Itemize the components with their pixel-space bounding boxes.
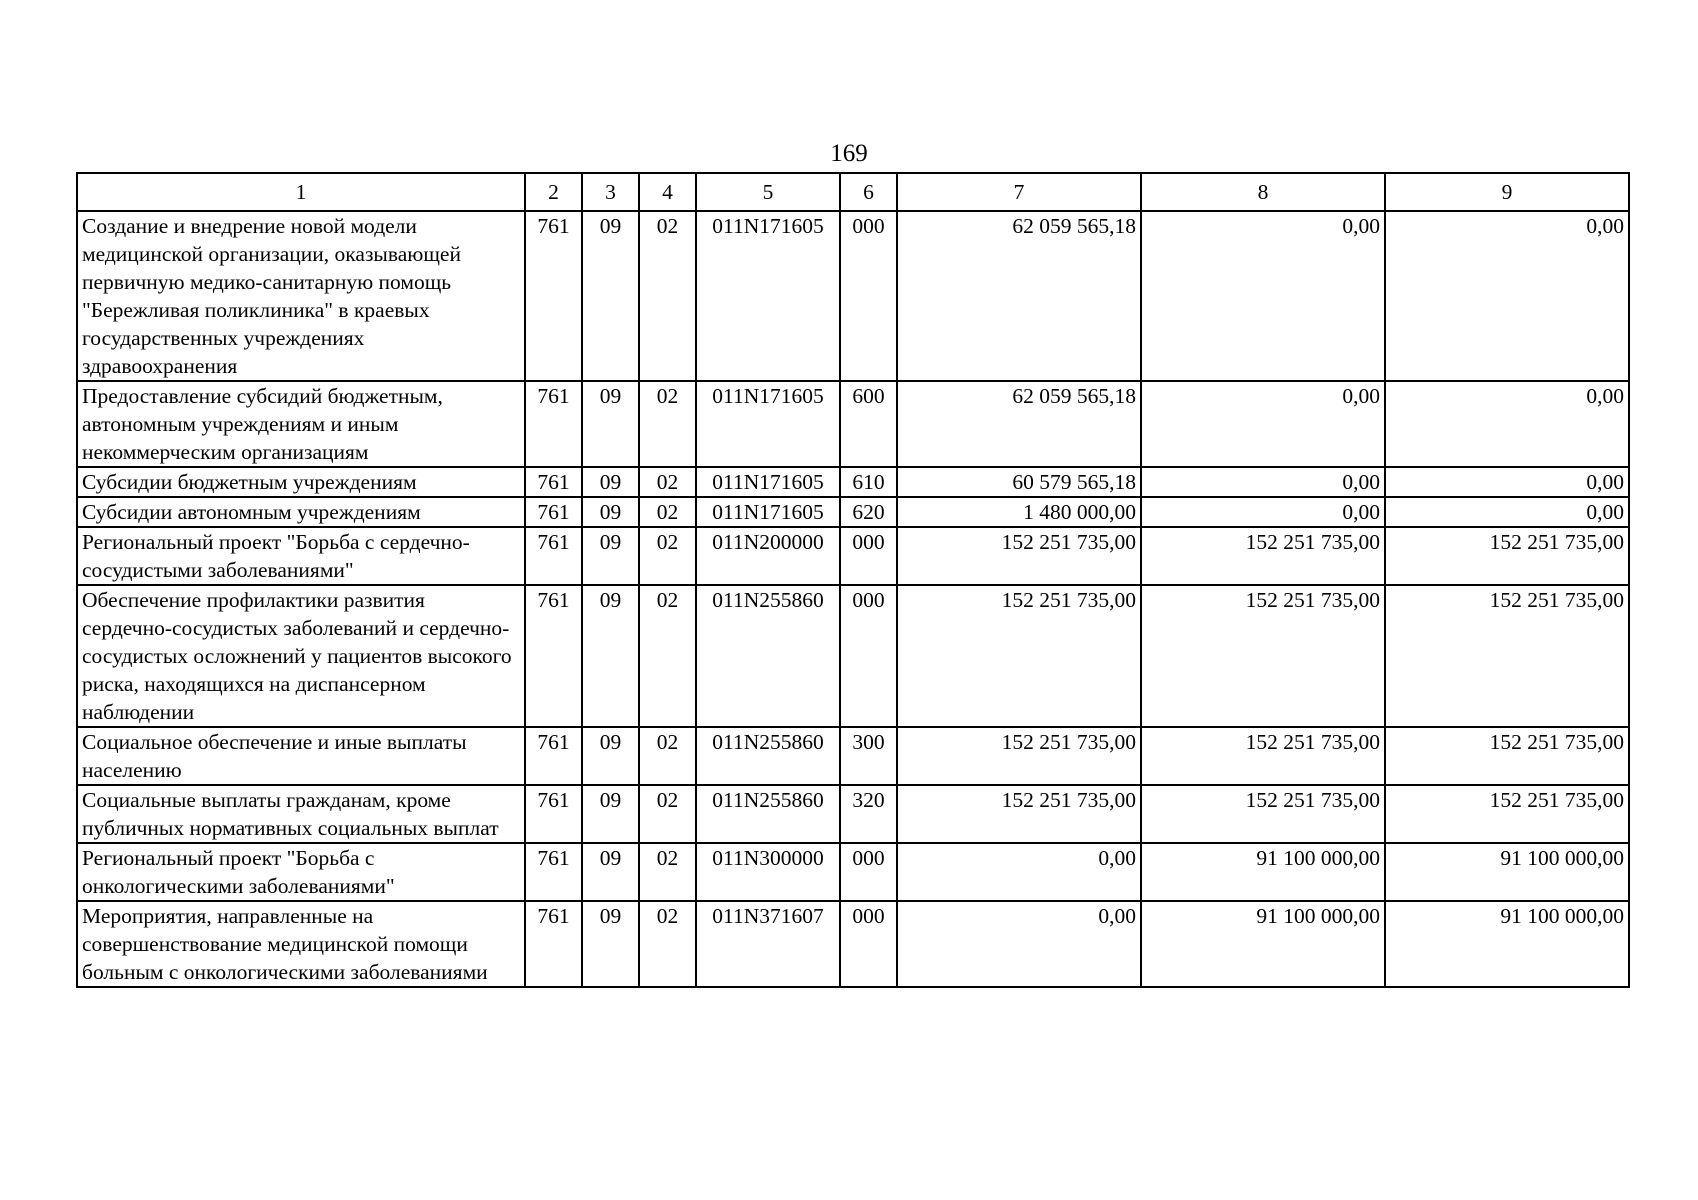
table-row — [77, 785, 1629, 843]
row-amount-9: 152 251 735,00 — [1385, 785, 1629, 843]
row-amount-7: 152 251 735,00 — [897, 585, 1141, 727]
header-col-7: 7 — [897, 173, 1141, 211]
row-code-4: 02 — [639, 497, 696, 527]
row-code-3: 09 — [582, 211, 639, 381]
row-code-4: 02 — [639, 211, 696, 381]
row-amount-7: 62 059 565,18 — [897, 381, 1141, 467]
row-code-2: 761 — [525, 785, 582, 843]
row-amount-7: 62 059 565,18 — [897, 211, 1141, 381]
row-code-2: 761 — [525, 211, 582, 381]
row-name: Субсидии автономным учреждениям — [77, 497, 525, 527]
row-amount-8: 152 251 735,00 — [1141, 727, 1385, 785]
row-amount-9: 152 251 735,00 — [1385, 527, 1629, 585]
row-name: Обеспечение профилактики развития сердечно-сосудистых заболеваний и сердечно-сосудистых осложнений у пациентов высокого риска, находящихся на диспансерном наблюдении — [77, 585, 525, 727]
row-code-6: 320 — [840, 785, 897, 843]
row-code-4: 02 — [639, 527, 696, 585]
header-col-2: 2 — [525, 173, 582, 211]
header-col-6: 6 — [840, 173, 897, 211]
row-name: Региональный проект "Борьба с онкологическими заболеваниями" — [77, 843, 525, 901]
row-code-6: 000 — [840, 901, 897, 987]
row-code-3: 09 — [582, 497, 639, 527]
row-name: Мероприятия, направленные на совершенствование медицинской помощи больным с онкологическими заболеваниями — [77, 901, 525, 987]
row-code-6: 000 — [840, 843, 897, 901]
row-amount-8: 0,00 — [1141, 211, 1385, 381]
budget-table — [76, 172, 1630, 988]
row-amount-8: 0,00 — [1141, 381, 1385, 467]
row-amount-9: 152 251 735,00 — [1385, 727, 1629, 785]
row-amount-7: 60 579 565,18 — [897, 467, 1141, 497]
row-code-2: 761 — [525, 585, 582, 727]
row-name: Социальное обеспечение и иные выплаты населению — [77, 727, 525, 785]
header-col-8: 8 — [1141, 173, 1385, 211]
row-code-4: 02 — [639, 381, 696, 467]
row-code-2: 761 — [525, 497, 582, 527]
table-row — [77, 585, 1629, 727]
header-col-5: 5 — [696, 173, 840, 211]
row-amount-9: 0,00 — [1385, 211, 1629, 381]
header-col-4: 4 — [639, 173, 696, 211]
row-amount-8: 0,00 — [1141, 497, 1385, 527]
row-name: Субсидии бюджетным учреждениям — [77, 467, 525, 497]
row-amount-9: 91 100 000,00 — [1385, 901, 1629, 987]
row-code-6: 000 — [840, 527, 897, 585]
row-code-6: 000 — [840, 211, 897, 381]
row-amount-8: 91 100 000,00 — [1141, 901, 1385, 987]
row-code-3: 09 — [582, 381, 639, 467]
table-row — [77, 467, 1629, 497]
row-code-5: 011N255860 — [696, 727, 840, 785]
row-code-2: 761 — [525, 527, 582, 585]
row-amount-8: 0,00 — [1141, 467, 1385, 497]
row-code-2: 761 — [525, 727, 582, 785]
row-code-3: 09 — [582, 901, 639, 987]
header-col-3: 3 — [582, 173, 639, 211]
row-code-5: 011N255860 — [696, 585, 840, 727]
row-code-6: 300 — [840, 727, 897, 785]
row-code-6: 000 — [840, 585, 897, 727]
row-amount-9: 0,00 — [1385, 497, 1629, 527]
header-row — [77, 173, 1629, 211]
row-code-4: 02 — [639, 843, 696, 901]
table-row — [77, 843, 1629, 901]
row-name: Социальные выплаты гражданам, кроме публичных нормативных социальных выплат — [77, 785, 525, 843]
row-code-6: 600 — [840, 381, 897, 467]
header-col-9: 9 — [1385, 173, 1629, 211]
row-code-3: 09 — [582, 585, 639, 727]
row-amount-7: 152 251 735,00 — [897, 785, 1141, 843]
page-number: 169 — [830, 140, 868, 167]
row-amount-9: 152 251 735,00 — [1385, 585, 1629, 727]
row-code-4: 02 — [639, 901, 696, 987]
row-code-2: 761 — [525, 467, 582, 497]
row-amount-8: 152 251 735,00 — [1141, 585, 1385, 727]
row-code-5: 011N171605 — [696, 211, 840, 381]
row-amount-9: 0,00 — [1385, 381, 1629, 467]
row-amount-7: 0,00 — [897, 843, 1141, 901]
row-amount-9: 0,00 — [1385, 467, 1629, 497]
row-code-3: 09 — [582, 785, 639, 843]
row-code-4: 02 — [639, 785, 696, 843]
row-name: Предоставление субсидий бюджетным, автономным учреждениям и иным некоммерческим организациям — [77, 381, 525, 467]
row-amount-8: 152 251 735,00 — [1141, 785, 1385, 843]
row-amount-7: 1 480 000,00 — [897, 497, 1141, 527]
table-row — [77, 497, 1629, 527]
row-code-2: 761 — [525, 843, 582, 901]
row-amount-9: 91 100 000,00 — [1385, 843, 1629, 901]
row-amount-7: 152 251 735,00 — [897, 527, 1141, 585]
row-name: Региональный проект "Борьба с сердечно-сосудистыми заболеваниями" — [77, 527, 525, 585]
row-code-5: 011N200000 — [696, 527, 840, 585]
table-row — [77, 211, 1629, 381]
row-code-5: 011N171605 — [696, 381, 840, 467]
row-code-2: 761 — [525, 381, 582, 467]
row-code-2: 761 — [525, 901, 582, 987]
row-code-5: 011N255860 — [696, 785, 840, 843]
header-col-1: 1 — [77, 173, 525, 211]
row-code-5: 011N371607 — [696, 901, 840, 987]
row-code-5: 011N171605 — [696, 467, 840, 497]
table-row — [77, 901, 1629, 987]
row-name: Создание и внедрение новой модели медицинской организации, оказывающей первичную медико-санитарную помощь "Бережливая поликлиника" в краевых государственных учреждениях здравоохранения — [77, 211, 525, 381]
row-code-5: 011N300000 — [696, 843, 840, 901]
row-code-3: 09 — [582, 843, 639, 901]
row-code-4: 02 — [639, 727, 696, 785]
table-row — [77, 727, 1629, 785]
row-code-3: 09 — [582, 727, 639, 785]
row-amount-8: 91 100 000,00 — [1141, 843, 1385, 901]
row-amount-7: 0,00 — [897, 901, 1141, 987]
row-amount-7: 152 251 735,00 — [897, 727, 1141, 785]
row-code-4: 02 — [639, 585, 696, 727]
row-amount-8: 152 251 735,00 — [1141, 527, 1385, 585]
row-code-3: 09 — [582, 467, 639, 497]
row-code-6: 620 — [840, 497, 897, 527]
table-row — [77, 381, 1629, 467]
row-code-3: 09 — [582, 527, 639, 585]
table-row — [77, 527, 1629, 585]
row-code-6: 610 — [840, 467, 897, 497]
row-code-5: 011N171605 — [696, 497, 840, 527]
row-code-4: 02 — [639, 467, 696, 497]
